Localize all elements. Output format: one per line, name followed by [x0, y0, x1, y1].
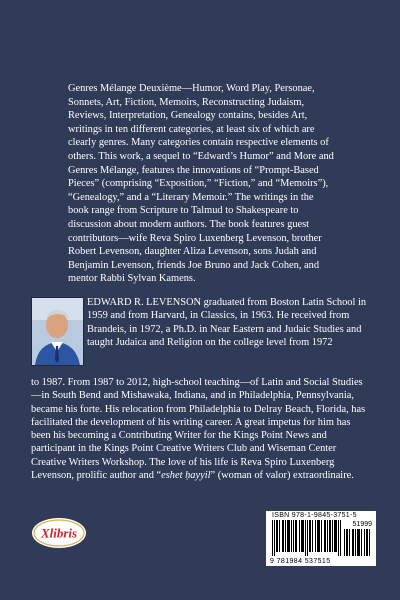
author-photo: [31, 297, 84, 366]
ean-barcode-bars: [272, 520, 342, 556]
xlibris-logo: [31, 517, 87, 549]
price-code: 51999: [352, 521, 372, 528]
bio-italic-phrase: eshet ḥayyil: [161, 470, 211, 482]
isbn-barcode: [266, 511, 376, 566]
publisher-logo-image: [31, 517, 87, 549]
bio-text: to 1987. From 1987 to 2012, high-school teaching—of Latin and Social Studies—in South Bend and Mishawaka, Indiana, and in Philadelphia, Pennsylvania, became his forte. His relocation from Philadelphia to Delray Beach, Florida, has facilitated the development of his writing career. A great impetus for him has been his becoming a Contributing Writer for the Kings Point News and participant in the Kings Point Creative Writers Club and Wiseman Center Creative Writers Workshop. The love of his life is Reva Spiro Luxenberg Levenson, prolific author and “: [31, 377, 366, 482]
isbn-label: ISBN 978-1-9845-3751-5: [272, 512, 357, 519]
price-barcode-bars: [344, 529, 372, 556]
author-bio-intro: EDWARD R. LEVENSON graduated from Boston Latin School in 1959 and from Harvard, in Classics, in 1963. He received from Brandeis, in 1972, a Ph.D. in Near Eastern and Judaic Studies and taught Judaica and Religion on the college level from 1972: [87, 297, 367, 348]
barcode-number: 9 781984 537515: [270, 558, 331, 565]
bio-text-end: ” (woman of valor) extraordinaire.: [210, 470, 354, 482]
book-description: Genres Mélange Deuxième—Humor, Word Play, Personae, Sonnets, Art, Fiction, Memoirs, Reconstructing Judaism, Reviews, Interpretation, Genealogy contains, besides Art, writings in ten different categories, at least six of which are clearly genres. Many categories contain respective elements of others. This work, a sequel to “Edward’s Humor” and More and Genres Mélange, features the innovations of “Prompt-Based Pieces” (comprising “Exposition,” “Fiction,” and “Memoirs”), “Genealogy,” and a “Literary Memoir.” The writings in the book range from Scripture to Talmud to Shakespeare to discussion about modern authors. The book features guest contributors—wife Reva Spiro Luxenberg Levenson, brother Robert Levenson, daughter Aliza Levenson, sons Judah and Benjamin Levenson, friends Joe Bruno and Jack Cohen, and mentor Rabbi Sylvan Kamens.: [68, 83, 334, 285]
svg-text:Xlibris: Xlibris: [40, 525, 78, 541]
author-bio-continued: [31, 376, 369, 482]
author-portrait-image: [32, 298, 83, 365]
